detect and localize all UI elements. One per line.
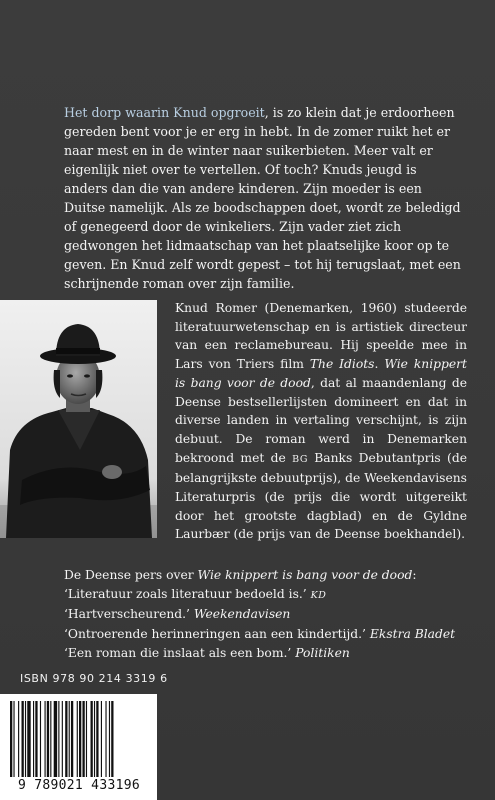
press-quote <box>64 625 484 644</box>
quote-text: ‘Literatuur zoals literatuur bedoeld is.’ <box>64 587 307 602</box>
barcode-bar <box>62 701 63 777</box>
barcode-digits: 9 789021 433196 <box>18 778 140 793</box>
barcode-bar <box>54 701 57 777</box>
quote-text: ‘Een roman die inslaat als een bom.’ <box>64 645 292 660</box>
author-photo <box>0 300 157 538</box>
bio-bg-abbrev: BG <box>292 453 308 465</box>
quote-source: KD <box>310 590 327 602</box>
barcode-bar <box>18 701 19 777</box>
author-portrait-image <box>0 300 157 538</box>
barcode-bar <box>35 701 37 777</box>
press-quote <box>64 585 484 605</box>
barcode-bar <box>69 701 70 777</box>
author-bio <box>175 299 467 544</box>
barcode-bar <box>47 701 49 777</box>
quote-source: Ekstra Bladet <box>369 626 456 641</box>
barcode-bar <box>13 701 14 777</box>
barcode-bar <box>91 701 93 777</box>
bio-book-title: Wie knippert is bang voor de dood <box>175 357 467 390</box>
barcode-bar <box>33 701 34 777</box>
barcode-bar <box>82 701 84 777</box>
press-quotes <box>64 566 484 663</box>
barcode-bar <box>105 701 106 777</box>
barcode-bar <box>96 701 98 777</box>
blurb-lead: Het dorp waarin Knud opgroeit <box>64 105 265 120</box>
barcode-bar <box>22 701 24 777</box>
barcode-bar <box>27 701 30 777</box>
barcode-bar <box>79 701 81 777</box>
press-intro-text: De Deense pers over <box>64 568 198 582</box>
isbn-label: ISBN 978 90 214 3319 6 <box>20 672 168 685</box>
quote-source: Weekendavisen <box>193 607 291 622</box>
barcode-bar <box>58 701 59 777</box>
barcode-bars <box>10 701 147 777</box>
bio-text-2: . <box>374 357 385 372</box>
barcode-bar <box>101 701 102 777</box>
bio-film-title: The Idiots <box>309 357 375 372</box>
press-quote <box>64 644 484 663</box>
barcode-bar <box>111 701 113 777</box>
barcode-bar <box>65 701 67 777</box>
blurb-text: , is zo klein dat je erdoorheen gereden bent voor je er erg in hebt. In de zomer ruikt het er naar mest en in de winter naar suikerbieten. Meer valt er eigenlijk niet over te vertellen. Of toch? Knuds jeugd is anders dan die van andere kinderen. Zijn moeder is een Duitse namelijk. Als ze boodschappen doet, wordt ze beledigd of genegeerd door de winkeliers. Zijn vader ziet zich gedwongen het lidmaatschap van het plaatselijke koor op te geven. En Knud zelf wordt gepest – tot hij terugslaat, met een schrijnende roman over zijn familie. <box>64 105 461 291</box>
barcode-bar <box>71 701 73 777</box>
bio-text-1: Knud Romer (Denemarken, 1960) studeerde literatuurwetenschap en is artistiek directeur van een reclamebureau. Hij speelde mee in Lars von Triers film <box>175 301 467 372</box>
barcode-bar <box>45 701 46 777</box>
blurb-paragraph <box>64 103 464 293</box>
barcode-bar <box>109 701 110 777</box>
barcode-bar <box>86 701 87 777</box>
barcode <box>0 694 157 800</box>
bio-text-4: Banks Debutantpris (de belangrijkste debuutprijs), de Weekendavisens Literaturpris (de prijs die wordt uitgereikt door het grootste dagblad) en de Gyldne Laurbær (de prijs van de Deense boekhandel). <box>175 450 467 542</box>
barcode-bar <box>40 701 41 777</box>
barcode-bar <box>50 701 51 777</box>
quote-source: Politiken <box>295 645 350 660</box>
barcode-bar <box>77 701 78 777</box>
press-intro-colon: : <box>412 568 417 582</box>
barcode-bar <box>10 701 12 777</box>
quote-text: ‘Hartverscheurend.’ <box>64 607 190 622</box>
barcode-bar <box>25 701 26 777</box>
press-quote <box>64 605 484 624</box>
bio-text-3: , dat al maandenlang de Deense bestsellerlijsten domineert en dat in diverse landen in vertaling verschijnt, is zijn debuut. De roman werd in Denemarken bekroond met de <box>175 375 467 465</box>
barcode-bar <box>94 701 95 777</box>
quote-text: ‘Ontroerende herinneringen aan een kindertijd.’ <box>64 626 366 641</box>
press-intro <box>64 566 484 585</box>
press-intro-title: Wie knippert is bang voor de dood <box>197 568 413 582</box>
